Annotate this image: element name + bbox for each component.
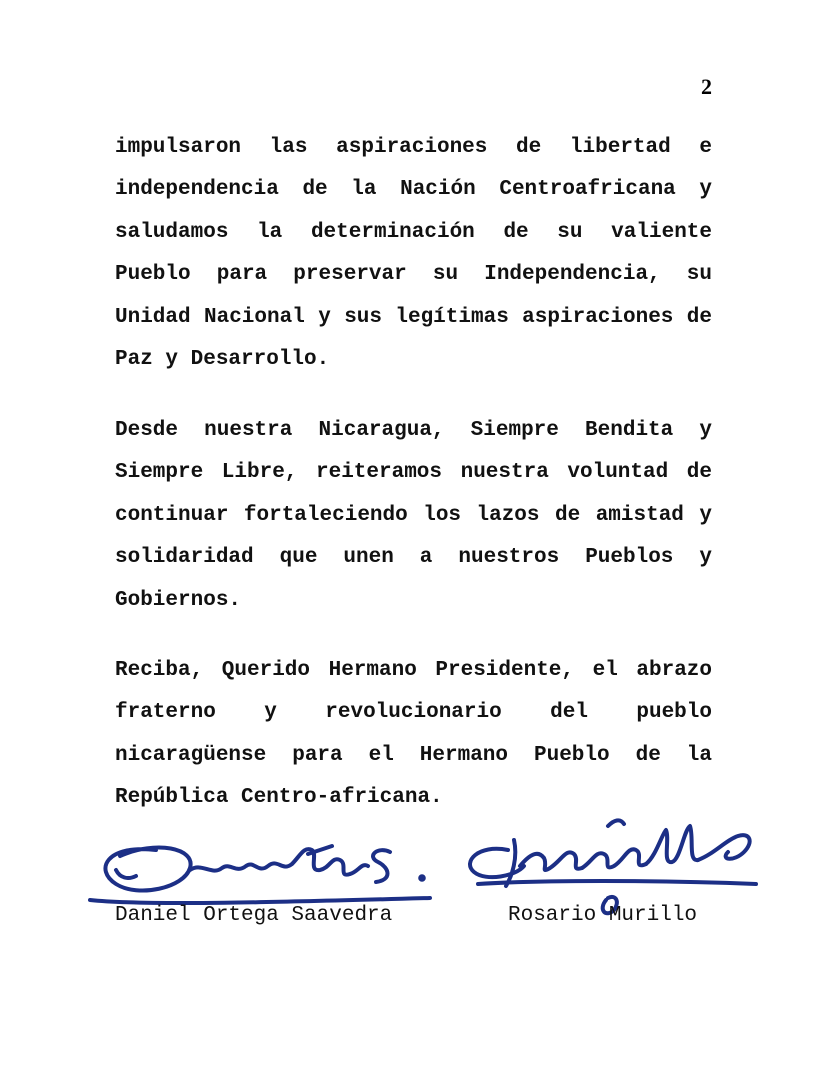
letter-paragraph-3: Reciba, Querido Hermano Presidente, el abrazo fraterno y revolucionario del pueblo nicaragüense para el Hermano Pueblo de la República Centro-africana. [115,659,712,810]
letter-paragraph-2: Desde nuestra Nicaragua, Siempre Bendita y Siempre Libre, reiteramos nuestra voluntad de continuar fortaleciendo los lazos de amistad y solidaridad que unen a nuestros Pueblos y Gobiernos. [115,419,712,612]
page-number: 2 [701,74,712,99]
signature-ortega [86,826,436,906]
signatory-name-murillo: Rosario Murillo [508,904,698,927]
signatory-name-ortega: Daniel Ortega Saavedra [115,904,393,927]
letter-paragraph-1: impulsaron las aspiraciones de libertad e independencia de la Nación Centroafricana y saludamos la determinación de su valiente Pueblo para preservar su Independencia, su Unidad Nacional y sus legítimas aspiraciones de Paz y Desarrollo. [115,136,712,372]
